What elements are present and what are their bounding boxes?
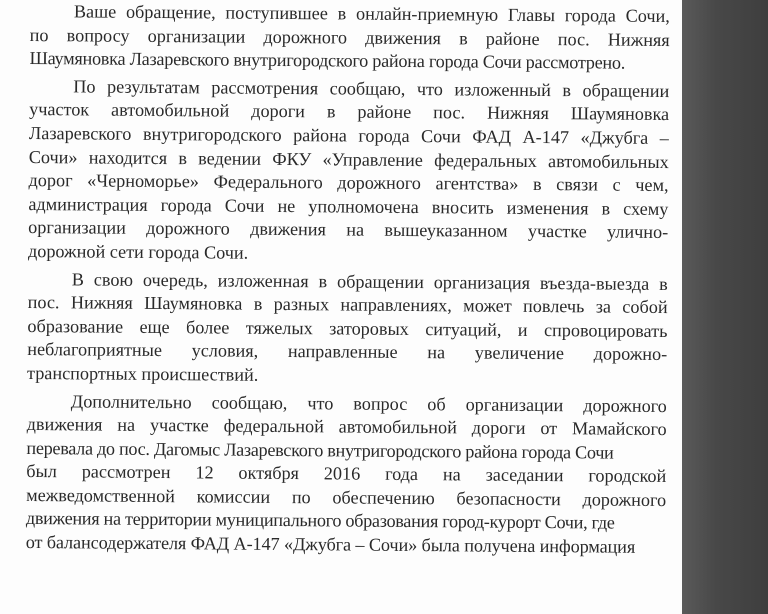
text-line: Шаумяновка Лазаревского внутригородского района города Сочи рассмотрено. xyxy=(29,48,626,73)
text-line: Ваше обращение, поступившее в онлайн-приемную Главы города Сочи, xyxy=(73,1,670,27)
text-line: неблагоприятные условия, направленные на увеличение дорожно- xyxy=(27,339,668,365)
text-line: от балансодержателя ФАД А-147 «Джубга – Сочи» была получена информация xyxy=(25,532,636,557)
text-line: образование еще более тяжелых заторовых ситуаций, и спровоцировать xyxy=(27,315,668,341)
text-line: был рассмотрен 12 октября 2016 года на заседании городской xyxy=(26,461,667,487)
scan-background-strip xyxy=(682,0,768,614)
paragraph-1 xyxy=(29,0,670,76)
text-line: движения на участке федеральной автомобильной дороги от Мамайского xyxy=(26,414,667,440)
paragraph-4 xyxy=(26,389,667,559)
text-line: межведомственной комиссии по обеспечению безопасности дорожного xyxy=(26,484,667,510)
text-line: перевала до пос. Дагомыс Лазаревского внутригородского района города Сочи xyxy=(26,437,614,463)
paragraph-3 xyxy=(27,268,668,391)
text-line: администрация города Сочи не уполномочена вносить изменения в схему xyxy=(28,193,669,219)
text-line: В свою очередь, изложенная в обращении организация въезда-выезда в xyxy=(71,268,668,294)
text-line: По результатам рассмотрения сообщаю, что изложенный в обращении xyxy=(73,76,670,101)
text-line: пос. Нижняя Шаумяновка в разных направлениях, может повлечь за собой xyxy=(27,292,668,318)
text-line: транспортных происшествий. xyxy=(26,362,259,385)
text-line: организации дорожного движения на вышеуказанном участке улично- xyxy=(28,217,669,243)
text-line: по вопросу организации дорожного движения в районе пос. Нижняя xyxy=(29,24,670,50)
text-line: Дополнительно сообщаю, что вопрос об организации дорожного xyxy=(70,390,667,416)
letter-body xyxy=(26,0,670,560)
text-line: Сочи» находится в ведении ФКУ «Управление федеральных автомобильных xyxy=(28,146,669,172)
paragraph-2 xyxy=(28,75,669,269)
text-line: дорог «Черноморье» Федерального дорожного агентства» в связи с чем, xyxy=(28,170,669,196)
text-line: Лазаревского внутригородского района города Сочи ФАД А-147 «Джубга – xyxy=(28,122,670,148)
text-line: участок автомобильной дороги в районе пос. Нижняя Шаумяновка xyxy=(29,99,670,125)
text-line: движения на территории муниципального образования город-курорт Сочи, где xyxy=(25,508,615,534)
text-line: дорожной сети города Сочи. xyxy=(27,240,249,263)
